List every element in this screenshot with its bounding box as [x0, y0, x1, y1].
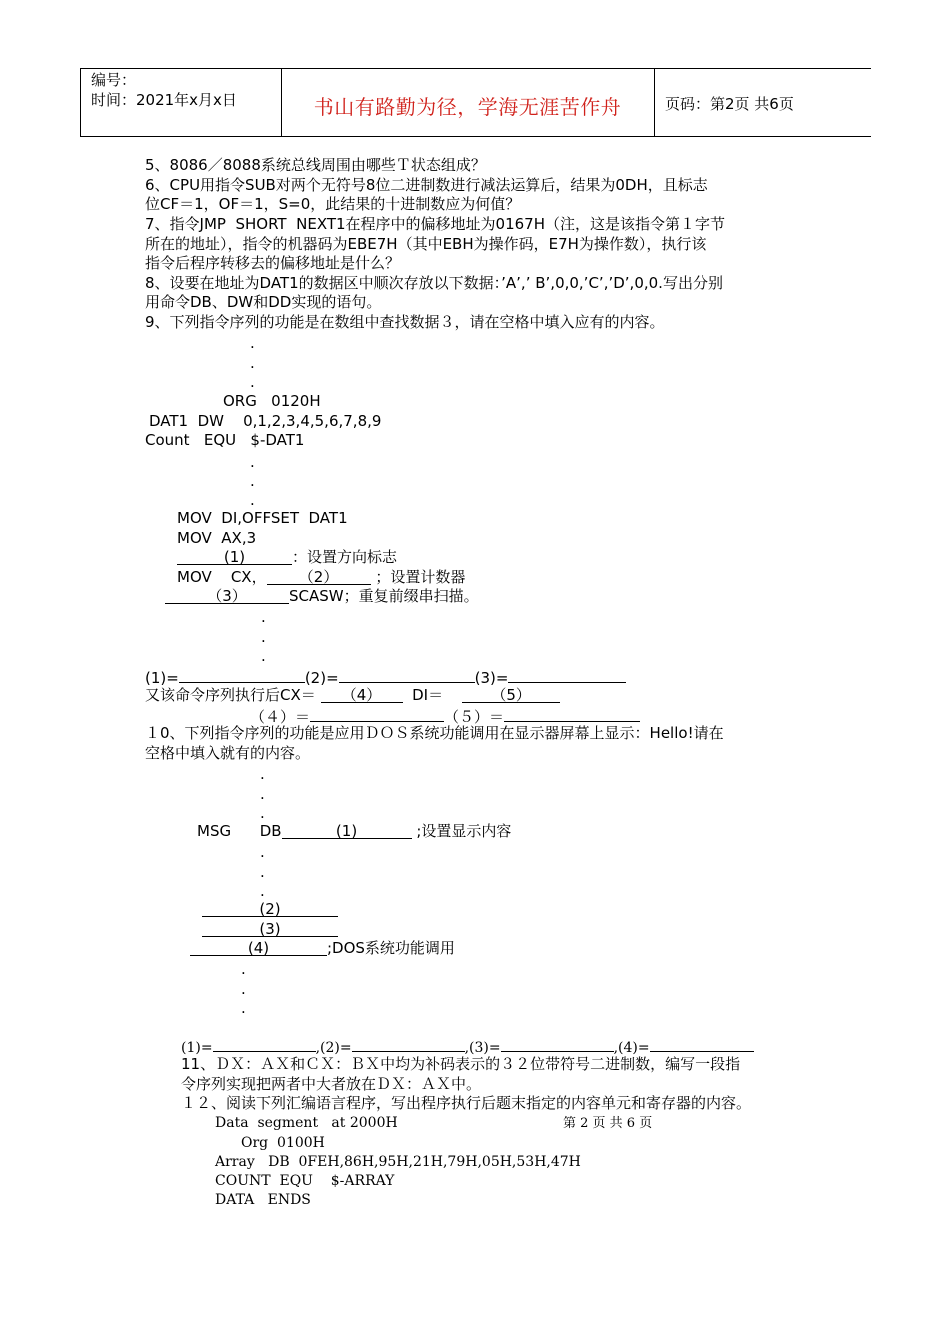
blank-line-3: [165, 587, 479, 606]
answer-1-label: (1)=: [145, 669, 179, 687]
msg-blank-line-3: [202, 920, 338, 939]
question-8-line1: 8、设要在地址为DAT1的数据区中顺次存放以下数据：’A’,’ B’,0,0,’C’,’D’,0,0.写出分别: [145, 274, 723, 292]
question-11-line2: 令序列实现把两者中大者放在ＤＸ：ＡＸ中。: [181, 1075, 482, 1093]
header-info-cell: [81, 69, 282, 136]
ellipsis-dot: .: [250, 453, 255, 471]
blank-4: （4）: [321, 686, 403, 703]
msg-blank-line-4: [190, 939, 455, 958]
ellipsis-dot: .: [241, 999, 246, 1017]
ellipsis-dot: .: [250, 472, 255, 490]
blank-3: （3）: [165, 587, 289, 604]
code-db: DB: [259, 822, 282, 840]
after-exec-line: [145, 686, 560, 705]
answer-3-label: (3)=: [474, 669, 509, 687]
blank-line-2: [177, 568, 465, 587]
code-count: Count EQU $-DAT1: [145, 431, 305, 449]
ellipsis-dot: .: [241, 960, 246, 978]
ellipsis-dot: .: [250, 354, 255, 372]
motto: 书山有路勤为径，学海无涯苦作舟: [313, 95, 622, 119]
answer-4-label: （４）＝: [250, 708, 311, 726]
code-dat1: DAT1 DW 0,1,2,3,4,5,6,7,8,9: [149, 412, 382, 430]
code-org-0100h: Org 0100H: [241, 1135, 325, 1151]
after-di-label: DI＝: [412, 686, 444, 704]
answer-2-label: (2)=: [304, 669, 339, 687]
msg-blank-3: (3): [202, 920, 338, 937]
answer-1-blank: [179, 666, 305, 683]
ellipsis-dot: .: [250, 334, 255, 352]
msg-blank-2: (2): [202, 900, 338, 917]
blank-3-note: SCASW；重复前缀串扫描。: [289, 587, 479, 605]
ellipsis-dot: .: [250, 491, 255, 509]
blank-line-1: [177, 548, 397, 567]
fill-2-blank: [352, 1037, 465, 1052]
answer-2-blank: [339, 666, 475, 683]
answer-line-1: [145, 666, 626, 688]
answer-4-blank: [310, 705, 444, 722]
code-mov-di: MOV DI,OFFSET DAT1: [177, 509, 348, 527]
ellipsis-dot: .: [261, 608, 266, 626]
time-label: 时间：2021年x月x日: [91, 91, 237, 109]
ellipsis-dot: .: [261, 647, 266, 665]
fill-4-label: ,(4)=: [613, 1040, 650, 1056]
ellipsis-dot: .: [260, 843, 265, 861]
page-number: 页码：第2页 共6页: [665, 95, 794, 113]
blank-5: （5）: [462, 686, 560, 703]
question-12: １２、阅读下列汇编语言程序，写出程序执行后题末指定的内容单元和寄存器的内容。: [181, 1094, 752, 1112]
msg-blank-1: (1): [282, 822, 412, 839]
footer-page-number: 第 2 页 共 6 页: [563, 1116, 653, 1131]
answer-5-blank: [504, 705, 640, 722]
code-org: ORG 0120H: [223, 392, 321, 410]
code-msg-line: [197, 822, 511, 841]
question-5: 5、8086／8088系统总线周围由哪些Ｔ状态组成？: [145, 156, 486, 174]
code-data-segment: Data segment at 2000H: [215, 1115, 398, 1131]
question-10-line2: 空格中填入就有的内容。: [145, 744, 311, 762]
fill-3-blank: [501, 1037, 614, 1052]
header-page-cell: [655, 69, 871, 136]
fill-2-label: ,(2)=: [315, 1040, 352, 1056]
question-8-line2: 用命令DB、DW和DD实现的语句。: [145, 293, 382, 311]
code-mov-cx: MOV CX，: [177, 568, 267, 586]
question-6-line1: 6、CPU用指令SUB对两个无符号8位二进制数进行减法运算后，结果为0DH，且标志: [145, 176, 708, 194]
question-9: 9、下列指令序列的功能是在数组中查找数据３，请在空格中填入应有的内容。: [145, 313, 665, 331]
msg-blank-4-note: ;DOS系统功能调用: [327, 939, 455, 957]
msg-blank-line-2: [202, 900, 338, 919]
header-motto-cell: [281, 69, 655, 136]
blank-1-note: ：设置方向标志: [292, 548, 398, 566]
question-7-line1: 7、指令JMP SHORT NEXT1在程序中的偏移地址为0167H（注，这是该指令第１字节: [145, 215, 726, 233]
msg-blank-1-note: ;设置显示内容: [416, 822, 512, 840]
blank-2: （2）: [267, 568, 371, 585]
question-10-line1: １0、下列指令序列的功能是应用ＤＯＳ系统功能调用在显示器屏幕上显示：Hello!请在: [145, 724, 724, 742]
ellipsis-dot: .: [260, 863, 265, 881]
fill-4-blank: [650, 1037, 754, 1052]
code-count-equ: COUNT EQU $-ARRAY: [215, 1173, 395, 1189]
code-array: Array DB 0FEH,86H,95H,21H,79H,05H,53H,47H: [215, 1154, 581, 1170]
ellipsis-dot: .: [260, 804, 265, 822]
page-header: [80, 68, 871, 137]
number-label: 编号：: [91, 71, 137, 89]
question-7-line3: 指令后程序转移去的偏移地址是什么？: [145, 254, 401, 272]
fill-3-label: ,(3)=: [464, 1040, 501, 1056]
ellipsis-dot: .: [260, 882, 265, 900]
blank-1: (1): [177, 548, 292, 565]
code-mov-ax: MOV AX,3: [177, 529, 257, 547]
ellipsis-dot: .: [260, 785, 265, 803]
answer-3-blank: [508, 666, 626, 683]
after-cx-label: 又该命令序列执行后CX＝: [145, 686, 316, 704]
msg-blank-4: (4): [190, 939, 327, 956]
ellipsis-dot: .: [250, 373, 255, 391]
code-data-ends: DATA ENDS: [215, 1192, 311, 1208]
fill-1-blank: [213, 1037, 316, 1052]
fill-1-label: (1)=: [181, 1040, 213, 1056]
blank-2-note: ；设置计数器: [375, 568, 466, 586]
question-6-line2: 位CF＝1，OF＝1，S=0，此结果的十进制数应为何值？: [145, 195, 521, 213]
question-7-line2: 所在的地址），指令的机器码为EBE7H（其中EBH为操作码，E7H为操作数），执行该: [145, 235, 707, 253]
ellipsis-dot: .: [241, 980, 246, 998]
answer-5-label: （５）＝: [444, 708, 505, 726]
ellipsis-dot: .: [261, 628, 266, 646]
code-msg: MSG: [197, 822, 232, 840]
ellipsis-dot: .: [260, 765, 265, 783]
question-11-line1: 11、ＤＸ：ＡＸ和ＣＸ：ＢＸ中均为补码表示的３２位带符号二进制数，编写一段指: [181, 1055, 741, 1073]
